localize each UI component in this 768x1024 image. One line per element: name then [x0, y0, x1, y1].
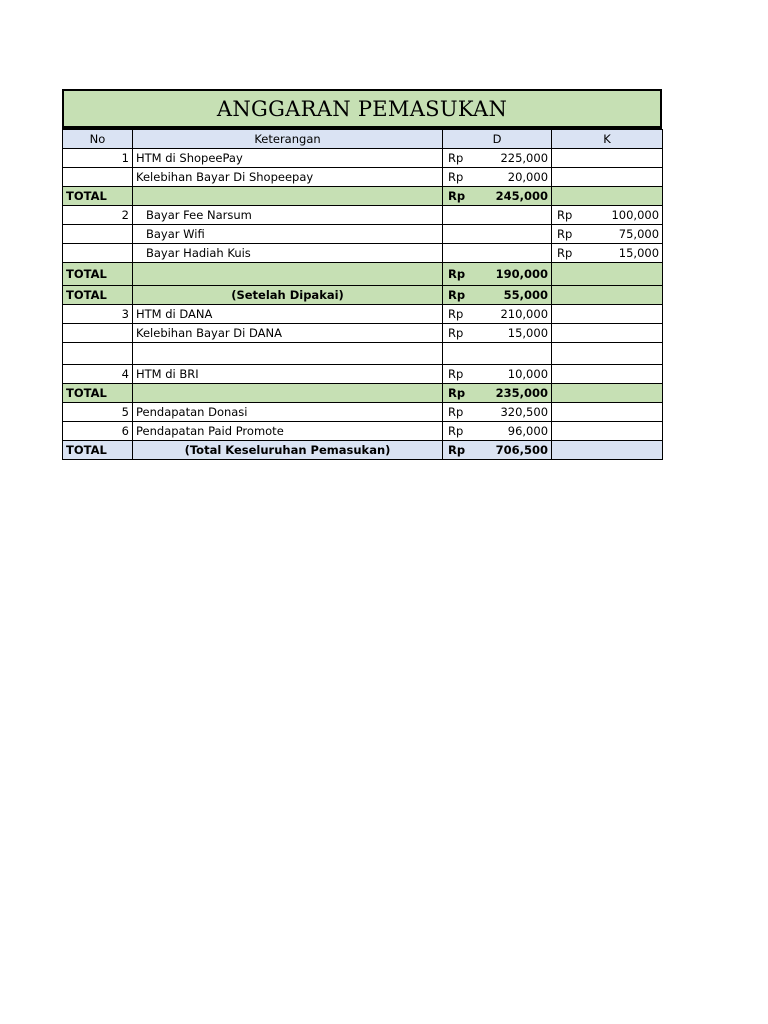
row-k-value: [582, 365, 663, 384]
table-row: [63, 168, 663, 187]
row-keterangan: [133, 263, 443, 286]
row-keterangan: Kelebihan Bayar Di Shopeepay: [133, 168, 443, 187]
row-no: [63, 168, 133, 187]
table-row-empty: [63, 343, 663, 365]
header-credit: K: [552, 130, 663, 149]
row-d-currency: Rp: [443, 263, 473, 286]
row-d-currency: [443, 343, 473, 365]
row-k-value: [582, 384, 663, 403]
total-row: [63, 384, 663, 403]
table-row: [63, 206, 663, 225]
row-k-currency: [552, 422, 582, 441]
row-k-value: [582, 441, 663, 460]
row-k-value: 15,000: [582, 244, 663, 263]
row-d-value: 20,000: [473, 168, 552, 187]
row-no: 3: [63, 305, 133, 324]
total-row: [63, 286, 663, 305]
row-d-currency: Rp: [443, 286, 473, 305]
table-row: [63, 244, 663, 263]
row-keterangan: Bayar Fee Narsum: [133, 206, 443, 225]
row-d-value: [473, 206, 552, 225]
row-d-value: [473, 343, 552, 365]
row-d-currency: Rp: [443, 187, 473, 206]
row-k-value: [582, 149, 663, 168]
table-row: [63, 403, 663, 422]
row-d-value: 55,000: [473, 286, 552, 305]
row-keterangan: HTM di ShopeePay: [133, 149, 443, 168]
row-k-value: [582, 168, 663, 187]
row-d-currency: Rp: [443, 365, 473, 384]
row-keterangan: HTM di BRI: [133, 365, 443, 384]
row-k-currency: [552, 324, 582, 343]
row-k-currency: [552, 365, 582, 384]
table-row: [63, 305, 663, 324]
row-no: 5: [63, 403, 133, 422]
table-row: [63, 365, 663, 384]
row-keterangan: Pendapatan Donasi: [133, 403, 443, 422]
row-d-currency: [443, 244, 473, 263]
row-keterangan: [133, 343, 443, 365]
table-row: [63, 324, 663, 343]
row-k-currency: [552, 441, 582, 460]
row-no: 4: [63, 365, 133, 384]
row-k-value: [582, 187, 663, 206]
row-k-currency: [552, 305, 582, 324]
row-d-currency: Rp: [443, 305, 473, 324]
row-k-currency: [552, 403, 582, 422]
row-no: [63, 324, 133, 343]
row-k-value: [582, 305, 663, 324]
row-k-value: [582, 324, 663, 343]
budget-sheet: [62, 89, 662, 460]
row-k-value: [582, 263, 663, 286]
row-keterangan: Bayar Hadiah Kuis: [133, 244, 443, 263]
row-keterangan: (Setelah Dipakai): [133, 286, 443, 305]
row-d-currency: [443, 225, 473, 244]
row-total-label: TOTAL: [63, 263, 133, 286]
total-row: [63, 187, 663, 206]
row-no: 2: [63, 206, 133, 225]
table-row: [63, 422, 663, 441]
table-row: [63, 149, 663, 168]
header-no: No: [63, 130, 133, 149]
row-no: [63, 225, 133, 244]
row-keterangan: Kelebihan Bayar Di DANA: [133, 324, 443, 343]
sheet-title: ANGGARAN PEMASUKAN: [62, 89, 662, 129]
row-d-value: 10,000: [473, 365, 552, 384]
row-k-value: 75,000: [582, 225, 663, 244]
row-total-label: TOTAL: [63, 384, 133, 403]
row-d-value: 190,000: [473, 263, 552, 286]
row-k-currency: [552, 149, 582, 168]
row-k-currency: Rp: [552, 225, 582, 244]
row-k-currency: [552, 187, 582, 206]
row-k-currency: [552, 343, 582, 365]
row-keterangan: HTM di DANA: [133, 305, 443, 324]
row-d-value: 225,000: [473, 149, 552, 168]
row-d-currency: Rp: [443, 384, 473, 403]
row-k-currency: [552, 168, 582, 187]
row-d-currency: [443, 206, 473, 225]
header-debit: D: [443, 130, 552, 149]
row-k-currency: Rp: [552, 244, 582, 263]
row-d-currency: Rp: [443, 403, 473, 422]
header-keterangan: Keterangan: [133, 130, 443, 149]
row-d-value: [473, 244, 552, 263]
row-k-currency: [552, 384, 582, 403]
row-total-label: TOTAL: [63, 441, 133, 460]
row-no: 6: [63, 422, 133, 441]
row-d-value: 15,000: [473, 324, 552, 343]
row-d-currency: Rp: [443, 149, 473, 168]
row-no: 1: [63, 149, 133, 168]
row-k-currency: Rp: [552, 206, 582, 225]
row-k-currency: [552, 286, 582, 305]
row-k-value: [582, 343, 663, 365]
row-no: [63, 244, 133, 263]
row-keterangan: Pendapatan Paid Promote: [133, 422, 443, 441]
row-total-label: TOTAL: [63, 286, 133, 305]
row-k-currency: [552, 263, 582, 286]
row-keterangan: Bayar Wifi: [133, 225, 443, 244]
row-keterangan: [133, 384, 443, 403]
table-row: [63, 225, 663, 244]
row-keterangan: (Total Keseluruhan Pemasukan): [133, 441, 443, 460]
row-d-value: 245,000: [473, 187, 552, 206]
total-row: [63, 263, 663, 286]
row-keterangan: [133, 187, 443, 206]
row-d-currency: Rp: [443, 168, 473, 187]
row-d-value: 320,500: [473, 403, 552, 422]
row-d-value: 210,000: [473, 305, 552, 324]
row-d-value: [473, 225, 552, 244]
row-k-value: [582, 422, 663, 441]
row-k-value: 100,000: [582, 206, 663, 225]
row-d-value: 96,000: [473, 422, 552, 441]
row-k-value: [582, 286, 663, 305]
row-d-currency: Rp: [443, 422, 473, 441]
row-d-currency: Rp: [443, 441, 473, 460]
row-total-label: TOTAL: [63, 187, 133, 206]
row-no: [63, 343, 133, 365]
row-d-currency: Rp: [443, 324, 473, 343]
row-d-value: 706,500: [473, 441, 552, 460]
income-table: [62, 129, 663, 460]
grand-total-row: [63, 441, 663, 460]
table-header-row: [63, 130, 663, 149]
row-k-value: [582, 403, 663, 422]
row-d-value: 235,000: [473, 384, 552, 403]
